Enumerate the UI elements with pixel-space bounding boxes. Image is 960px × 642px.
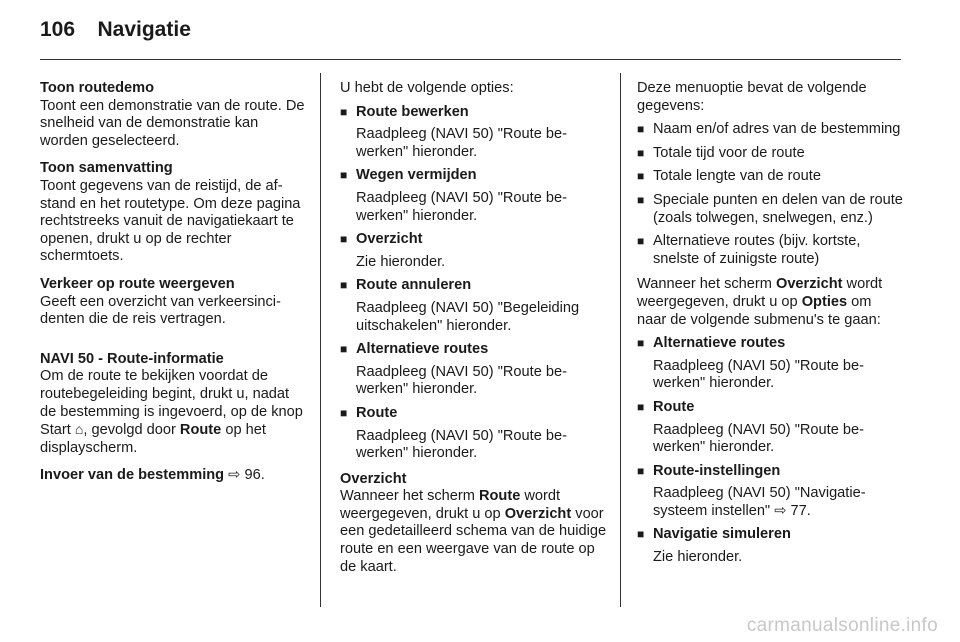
list-item-text: Raadpleeg (NAVI 50) "Route bewerken" hieronder. (356, 126, 567, 160)
page-number: 106 (40, 18, 76, 41)
reference-page: 96. (244, 467, 265, 484)
column-2 (340, 80, 608, 576)
list-item-text: Raadpleeg (NAVI 50) "Route bewerken" hieronder. (356, 189, 567, 224)
column-3 (637, 80, 903, 567)
list-item-text: Raadpleeg (NAVI 50) "Route bewerken" hieronder. (653, 357, 864, 392)
home-icon: ⌂ (74, 421, 84, 438)
reference-page: 77. (790, 502, 811, 519)
list-item: ■ Overzicht (340, 231, 423, 248)
section-text: Geeft een overzicht van verkeersincidenten die de reis vertragen. (40, 293, 281, 328)
section-overzicht (340, 471, 608, 577)
list-item: ■ Alternatieve routes (340, 341, 489, 358)
page-ref-arrow-icon: ⇨ (774, 502, 787, 519)
section-heading: Verkeer op route weergeven (40, 275, 235, 292)
page-ref-arrow-icon: ⇨ (228, 467, 241, 484)
list-item: ■ Speciale punten en delen van de route (zoals tolwegen, snelwegen, enz.) (637, 191, 903, 226)
list-item-text: Raadpleeg (NAVI 50) "Route bewerken" hieronder. (356, 427, 567, 462)
list-item: ■ Route annuleren (340, 277, 472, 294)
list-item: ■ Naam en/of adres van de bestemming (637, 121, 901, 138)
section-heading: NAVI 50 - Route-informatie (40, 350, 224, 367)
bullet-square-icon: ■ (340, 104, 348, 119)
section-heading: Toon routedemo (40, 80, 155, 96)
bullet-square-icon: ■ (637, 463, 645, 478)
list-item: ■ Alternatieve routes (637, 335, 786, 352)
section-intro: Deze menuoptie bevat de volgende gegevens: (637, 80, 867, 114)
bullet-square-icon: ■ (637, 145, 645, 160)
column-divider (320, 73, 321, 607)
section-navi50-route-informatie (40, 351, 306, 458)
section-toon-routedemo (40, 80, 306, 150)
list-item-text: Raadpleeg (NAVI 50) "Begeleiding uitschakelen" hieronder. (356, 299, 580, 334)
bullet-square-icon: ■ (340, 405, 348, 420)
page-header (40, 18, 191, 48)
cross-reference (40, 467, 306, 485)
list-item: ■ Navigatie simuleren (637, 526, 791, 543)
section-text: Om de route te bekijken voordat de routebegeleiding begint, drukt u, nadat de bestemming is ingevoerd, op de knop Start ⌂, gevolgd door Route op het displayscherm. (40, 368, 303, 456)
bullet-square-icon: ■ (340, 168, 348, 183)
bullet-square-icon: ■ (637, 399, 645, 414)
bullet-square-icon: ■ (637, 336, 645, 351)
bullet-square-icon: ■ (637, 234, 645, 249)
section-heading: Toon samenvatting (40, 160, 173, 177)
list-item: ■ Route (637, 398, 695, 415)
list-item-text: Zie hieronder. (653, 549, 743, 566)
column-divider (620, 73, 621, 607)
bullet-square-icon: ■ (637, 122, 645, 137)
list-item: ■ Alternatieve routes (bijv. kortste, snelste of zuinigste route) (637, 233, 861, 267)
list-item: ■ Route-instellingen (637, 462, 781, 479)
page-title: Navigatie (97, 18, 191, 41)
watermark: carmanualsonline.info (746, 615, 938, 636)
list-item: ■ Wegen vermijden (340, 167, 477, 184)
submenu-intro: Wanneer het scherm Overzicht wordt weergegeven, drukt u op Opties om naar de volgende submenu's te gaan: (637, 276, 883, 328)
options-intro: U hebt de volgende opties: (340, 80, 514, 96)
list-item-text: Zie hieronder. (356, 253, 446, 270)
list-item: ■ Route (340, 404, 398, 421)
section-text: Toont een demonstratie van de route. De snelheid van de demonstratie kan worden geselecteerd. (40, 97, 305, 149)
list-item-text: Raadpleeg (NAVI 50) "Navigatiesysteem instellen" ⇨ 77. (653, 485, 866, 519)
section-heading: Overzicht (340, 470, 407, 487)
list-item: ■ Route bewerken (340, 103, 469, 120)
section-text: Wanneer het scherm Route wordt weergegeven, drukt u op Overzicht voor een gedetailleerd schema van de huidige route en een weergave van de route op de kaart. (340, 488, 607, 575)
list-item-text: Raadpleeg (NAVI 50) "Route bewerken" hieronder. (356, 363, 567, 398)
list-item: ■ Totale lengte van de route (637, 168, 821, 185)
section-verkeer-op-route (40, 276, 306, 329)
bullet-square-icon: ■ (340, 342, 348, 357)
bullet-square-icon: ■ (637, 192, 645, 207)
section-text: Toont gegevens van de reistijd, de afstand en het routetype. Om deze pagina rechtstreeks vanuit de navigatiekaart te openen, drukt u op de rechter schermtoets. (40, 177, 301, 265)
list-item: ■ Totale tijd voor de route (637, 144, 805, 161)
list-item-text: Raadpleeg (NAVI 50) "Route bewerken" hieronder. (653, 421, 864, 456)
bullet-square-icon: ■ (340, 232, 348, 247)
reference-label: Invoer van de bestemming (40, 467, 225, 484)
column-1 (40, 80, 306, 495)
bullet-square-icon: ■ (637, 169, 645, 184)
section-toon-samenvatting (40, 160, 306, 266)
header-rule (40, 59, 901, 60)
bullet-square-icon: ■ (637, 527, 645, 542)
bullet-square-icon: ■ (340, 278, 348, 293)
